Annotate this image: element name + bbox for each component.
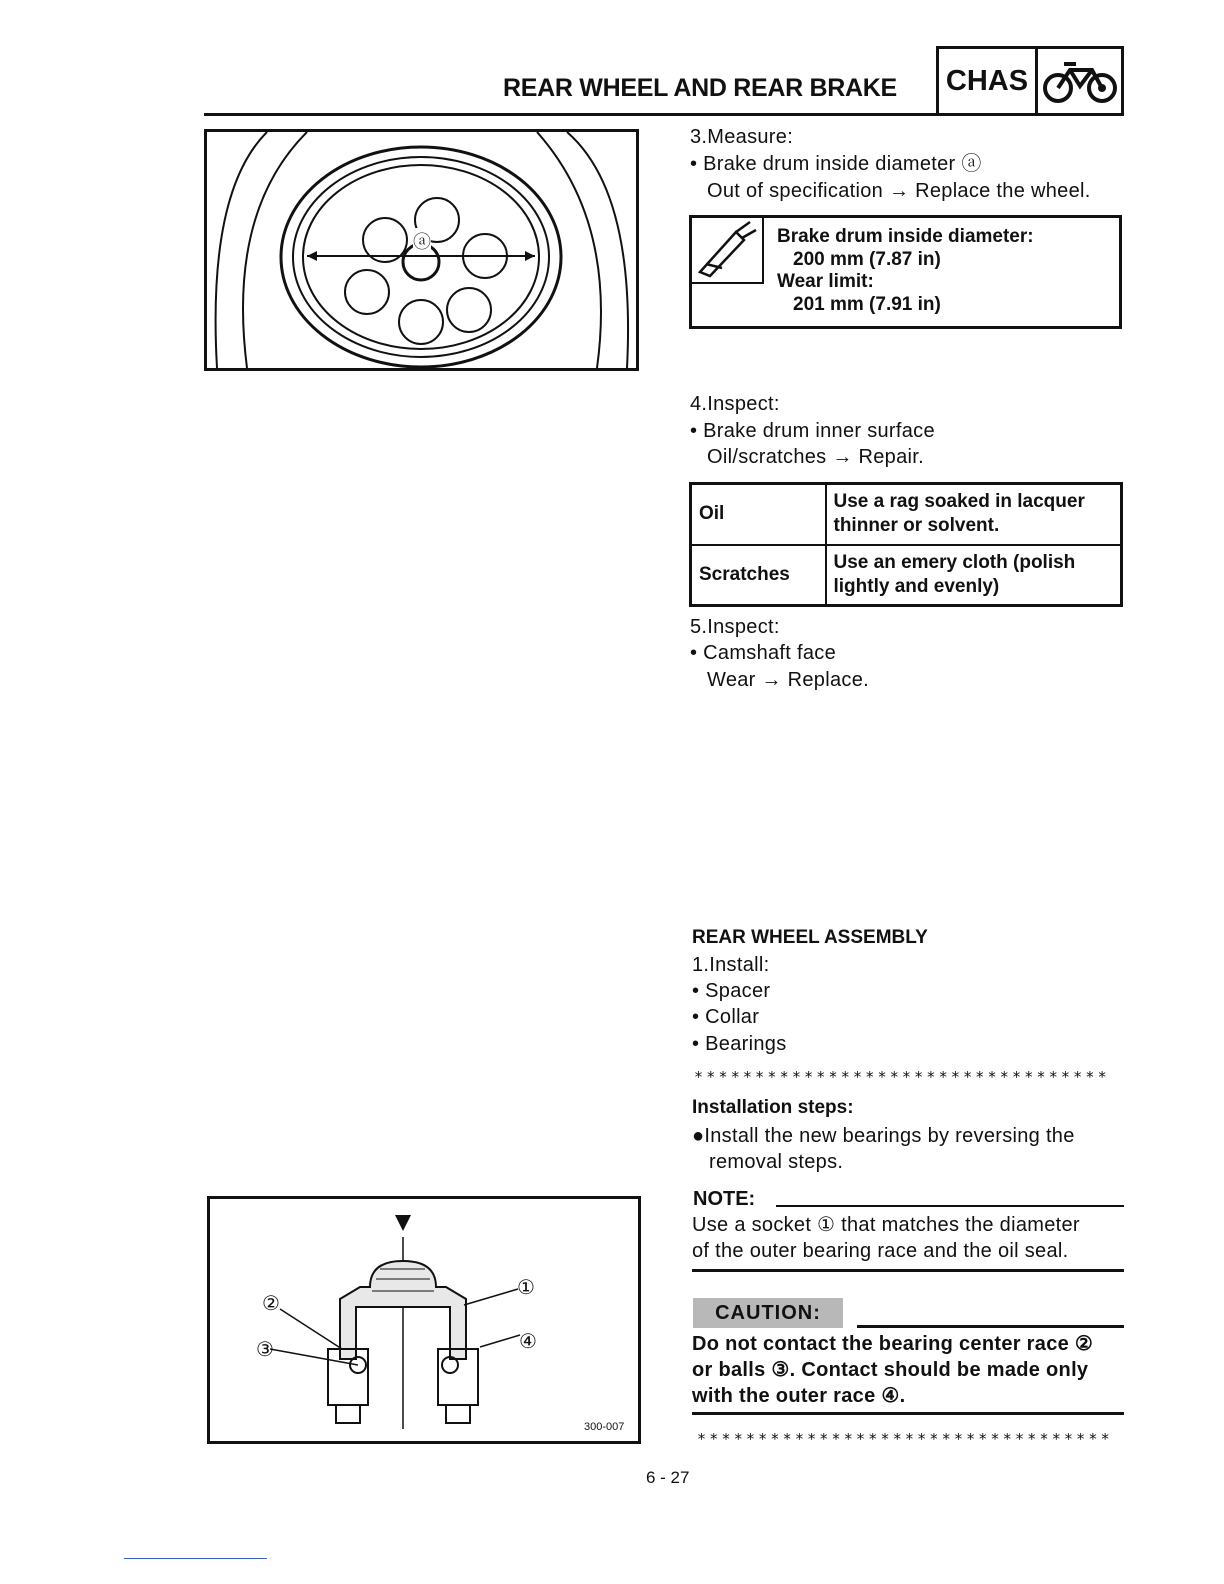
note-rule (776, 1205, 1124, 1207)
page-title: REAR WHEEL AND REAR BRAKE (503, 74, 897, 102)
note-text: Use a socket ① that matches the diameter (692, 1214, 1080, 1236)
callout-1: ① (517, 1277, 535, 1299)
spec-box (689, 215, 1122, 329)
note-text-cont: of the outer bearing race and the oil seal. (692, 1240, 1069, 1262)
assembly-item-collar: • Collar (692, 1006, 760, 1028)
table-row (691, 484, 1122, 545)
spec-text (777, 226, 1034, 316)
note-title: NOTE: (693, 1188, 756, 1210)
repair-table (689, 482, 1123, 607)
table-row (691, 545, 1122, 606)
brake-drum-figure (204, 129, 639, 371)
footer-rule (124, 1558, 267, 1559)
dimension-label: ⓐ (413, 228, 431, 254)
step3-bullet: • Brake drum inside diameter ⓐ (690, 153, 982, 175)
table-cell-action: Use an emery cloth (polish lightly and evenly) (826, 545, 1122, 606)
step3-note: Out of specification → Replace the wheel. (707, 180, 1091, 202)
caution-text: Do not contact the bearing center race ② (692, 1333, 1094, 1355)
caution-rule (857, 1325, 1124, 1328)
step5-bullet: • Camshaft face (690, 642, 837, 664)
callout-3: ③ (256, 1339, 274, 1361)
table-cell-condition: Oil (691, 484, 826, 545)
step3-heading: 3.Measure: (690, 126, 794, 148)
installation-steps-title: Installation steps: (692, 1097, 854, 1118)
page-number: 6 - 27 (646, 1468, 690, 1487)
note-end-rule (692, 1269, 1124, 1272)
spec-value-limit: 201 mm (7.91 in) (793, 293, 941, 315)
spec-label-limit: Wear limit: (777, 271, 874, 292)
step5-heading: 5.Inspect: (690, 616, 780, 638)
header-rule (204, 113, 937, 116)
assembly-item-bearings: • Bearings (692, 1033, 787, 1055)
assembly-item-spacer: • Spacer (692, 980, 771, 1002)
step4-heading: 4.Inspect: (690, 393, 780, 415)
installation-step-text-cont: removal steps. (709, 1151, 844, 1173)
caliper-icon (692, 218, 764, 284)
spec-label-diameter: Brake drum inside diameter: (777, 226, 1034, 247)
caution-text-cont: or balls ③. Contact should be made only (692, 1359, 1089, 1381)
bearing-install-figure (207, 1196, 641, 1444)
installation-step-text: ●Install the new bearings by reversing the (692, 1125, 1075, 1147)
table-cell-action: Use a rag soaked in lacquer thinner or solvent. (826, 484, 1122, 545)
callout-2: ② (262, 1293, 280, 1315)
assembly-step: 1.Install: (692, 954, 770, 976)
separator-stars-end: ********************************** (697, 1430, 1113, 1448)
caution-title: CAUTION: (693, 1298, 843, 1328)
spec-value-diameter: 200 mm (7.87 in) (793, 248, 941, 270)
table-cell-condition: Scratches (691, 545, 826, 606)
assembly-title: REAR WHEEL ASSEMBLY (692, 927, 928, 948)
caution-text-end: with the outer race ④. (692, 1385, 906, 1407)
step4-bullet: • Brake drum inner surface (690, 420, 935, 442)
section-badge (936, 46, 1124, 116)
motorcycle-icon (1038, 49, 1121, 113)
step4-note: Oil/scratches → Repair. (707, 446, 924, 468)
separator-stars: ********************************** (694, 1068, 1110, 1086)
caution-end-rule (692, 1412, 1124, 1415)
figure-code: 300-007 (584, 1421, 625, 1433)
callout-4: ④ (519, 1331, 537, 1353)
step5-note: Wear → Replace. (707, 669, 869, 691)
section-code: CHAS (939, 49, 1038, 113)
